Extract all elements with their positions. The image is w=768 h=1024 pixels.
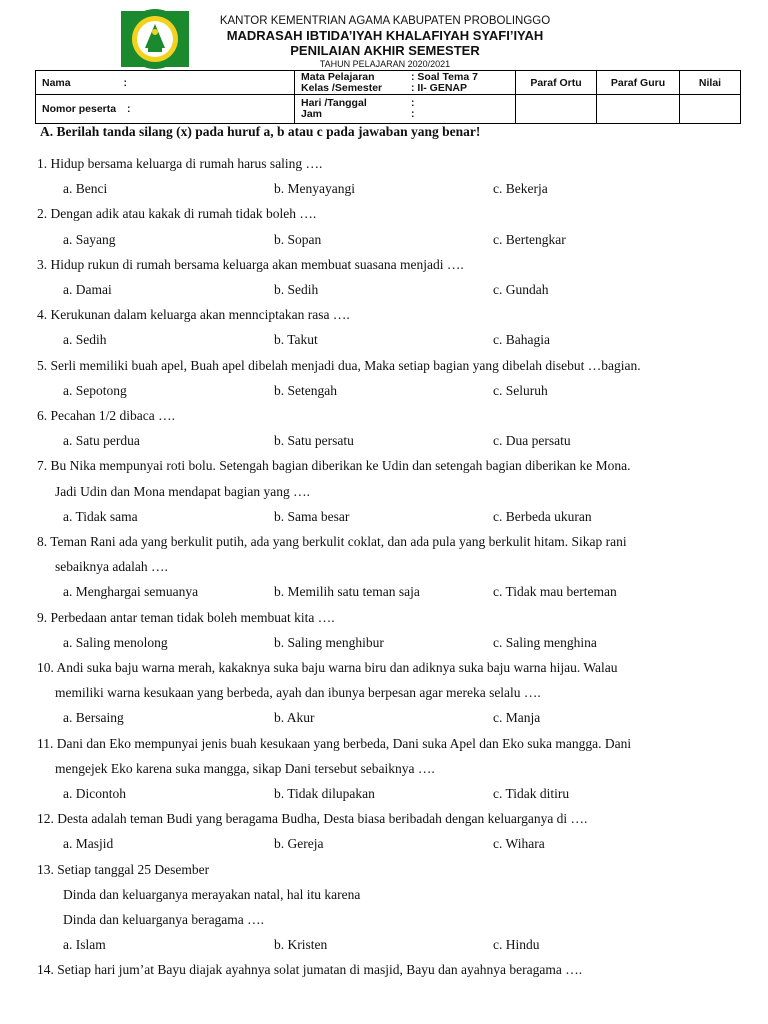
question-text: 6. Pecahan 1/2 dibaca ….: [37, 408, 175, 423]
nomor-colon: :: [127, 103, 131, 115]
answer-option-c[interactable]: c. Tidak ditiru: [493, 786, 570, 801]
answer-option-b[interactable]: b. Gereja: [274, 836, 324, 851]
instruction: A. Berilah tanda silang (x) pada huruf a, b atau c pada jawaban yang benar!: [40, 124, 481, 139]
mata-pelajaran-value: : Soal Tema 7: [411, 70, 478, 83]
question-text: 9. Perbedaan antar teman tidak boleh membuat kita ….: [37, 610, 335, 625]
nama-cell[interactable]: [36, 71, 295, 95]
question-text: 12. Desta adalah teman Budi yang beragama Budha, Desta biasa beribadah dengan keluarganya di ….: [37, 811, 588, 826]
subject-cell: [295, 71, 516, 95]
answer-option-c[interactable]: c. Saling menghina: [493, 635, 597, 650]
jam-colon: :: [411, 108, 415, 120]
paraf-ortu-header: Paraf Ortu: [516, 71, 597, 95]
answer-option-b[interactable]: b. Takut: [274, 332, 318, 347]
answer-option-a[interactable]: a. Damai: [63, 282, 112, 297]
question-text: 5. Serli memiliki buah apel, Buah apel dibelah menjadi dua, Maka setiap bagian yang dibelah disebut …bagian.: [37, 358, 641, 373]
answer-option-b[interactable]: b. Akur: [274, 710, 315, 725]
jam-label: Jam: [301, 108, 323, 120]
answer-option-a[interactable]: a. Dicontoh: [63, 786, 126, 801]
answer-option-a[interactable]: a. Sepotong: [63, 383, 127, 398]
question-text-continued: mengejek Eko karena suka mangga, sikap Dani tersebut sebaiknya ….: [55, 761, 435, 776]
kelas-value: : II- GENAP: [411, 81, 468, 94]
question-text-continued: memiliki warna kesukaan yang berbeda, ayah dan ibunya berpesan agar mereka selalu ….: [55, 685, 541, 700]
answer-option-a[interactable]: a. Sedih: [63, 332, 107, 347]
question-text-continued: Dinda dan keluarganya merayakan natal, hal itu karena: [63, 887, 361, 902]
answer-option-c[interactable]: c. Gundah: [493, 282, 549, 297]
paraf-guru-header: Paraf Guru: [597, 71, 680, 95]
answer-option-b[interactable]: b. Satu persatu: [274, 433, 354, 448]
question-text: 4. Kerukunan dalam keluarga akan mennciptakan rasa ….: [37, 307, 350, 322]
date-cell: [295, 95, 516, 124]
question-text: 8. Teman Rani ada yang berkulit putih, ada yang berkulit coklat, dan ada pula yang berkulit hitam. Sikap rani: [37, 534, 627, 549]
nomor-cell[interactable]: [36, 95, 295, 124]
answer-option-a[interactable]: a. Saling menolong: [63, 635, 168, 650]
answer-option-c[interactable]: c. Seluruh: [493, 383, 548, 398]
student-info-table: [35, 70, 741, 124]
paraf-ortu-box[interactable]: [516, 95, 597, 124]
school-logo: [118, 6, 192, 72]
school-name: MADRASAH IBTIDA’IYAH KHALAFIYAH SYAFI’IYAH: [226, 28, 544, 43]
answer-option-c[interactable]: c. Bahagia: [493, 332, 550, 347]
answer-option-b[interactable]: b. Saling menghibur: [274, 635, 384, 650]
question-text-continued: sebaiknya adalah ….: [55, 559, 168, 574]
question-text: 7. Bu Nika mempunyai roti bolu. Setengah bagian diberikan ke Udin dan setengah bagian diberikan ke Mona.: [37, 458, 631, 473]
kelas-label: Kelas /Semester: [301, 81, 383, 94]
paraf-guru-box[interactable]: [597, 95, 680, 124]
answer-option-a[interactable]: a. Menghargai semuanya: [63, 584, 199, 599]
nama-colon: :: [123, 76, 128, 89]
answer-option-c[interactable]: c. Dua persatu: [493, 433, 571, 448]
question-text-continued: Dinda dan keluarganya beragama ….: [63, 912, 265, 927]
answer-option-a[interactable]: a. Tidak sama: [63, 509, 138, 524]
question-text-continued: Jadi Udin dan Mona mendapat bagian yang ….: [55, 484, 310, 499]
mata-pelajaran-label: Mata Pelajaran: [301, 70, 375, 83]
answer-option-c[interactable]: c. Hindu: [493, 937, 540, 952]
answer-option-b[interactable]: b. Sopan: [274, 232, 322, 247]
question-text: 13. Setiap tanggal 25 Desember: [37, 862, 210, 877]
answer-option-c[interactable]: c. Wihara: [493, 836, 545, 851]
answer-option-a[interactable]: a. Masjid: [63, 836, 114, 851]
answer-option-a[interactable]: a. Benci: [63, 181, 108, 196]
answer-option-c[interactable]: c. Bertengkar: [493, 232, 566, 247]
nama-label: Nama: [42, 76, 71, 89]
question-text: 10. Andi suka baju warna merah, kakaknya suka baju warna biru dan adiknya suka baju warna hijau. Walau: [37, 660, 618, 675]
hari-label: Hari /Tanggal: [301, 97, 367, 109]
nomor-label: Nomor peserta: [42, 103, 117, 115]
office-name: KANTOR KEMENTRIAN AGAMA KABUPATEN PROBOLINGGO: [219, 15, 551, 27]
academic-year: TAHUN PELAJARAN 2020/2021: [319, 59, 451, 69]
question-text: 1. Hidup bersama keluarga di rumah harus saling ….: [37, 156, 323, 171]
answer-option-a[interactable]: a. Satu perdua: [63, 433, 140, 448]
answer-option-c[interactable]: c. Tidak mau berteman: [493, 584, 617, 599]
question-text: 14. Setiap hari jum’at Bayu diajak ayahnya solat jumatan di masjid, Bayu dan ayahnya beragama ….: [37, 962, 583, 977]
answer-option-c[interactable]: c. Manja: [493, 710, 541, 725]
answer-option-b[interactable]: b. Setengah: [274, 383, 337, 398]
answer-option-b[interactable]: b. Sedih: [274, 282, 319, 297]
answer-option-b[interactable]: b. Memilih satu teman saja: [274, 584, 420, 599]
answer-option-a[interactable]: a. Islam: [63, 937, 106, 952]
answer-option-c[interactable]: c. Berbeda ukuran: [493, 509, 592, 524]
nilai-header: Nilai: [680, 71, 741, 95]
question-text: 3. Hidup rukun di rumah bersama keluarga akan membuat suasana menjadi ….: [37, 257, 464, 272]
question-text: 11. Dani dan Eko mempunyai jenis buah kesukaan yang berbeda, Dani suka Apel dan Eko suka mangga. Dani: [37, 736, 632, 751]
answer-option-a[interactable]: a. Bersaing: [63, 710, 124, 725]
answer-option-b[interactable]: b. Menyayangi: [274, 181, 355, 196]
question-text: 2. Dengan adik atau kakak di rumah tidak boleh ….: [37, 206, 317, 221]
answer-option-a[interactable]: a. Sayang: [63, 232, 116, 247]
hari-colon: :: [411, 97, 415, 109]
exam-title: PENILAIAN AKHIR SEMESTER: [290, 43, 480, 58]
answer-option-c[interactable]: c. Bekerja: [493, 181, 548, 196]
answer-option-b[interactable]: b. Kristen: [274, 937, 328, 952]
nilai-box[interactable]: [680, 95, 741, 124]
answer-option-b[interactable]: b. Tidak dilupakan: [274, 786, 375, 801]
answer-option-b[interactable]: b. Sama besar: [274, 509, 350, 524]
